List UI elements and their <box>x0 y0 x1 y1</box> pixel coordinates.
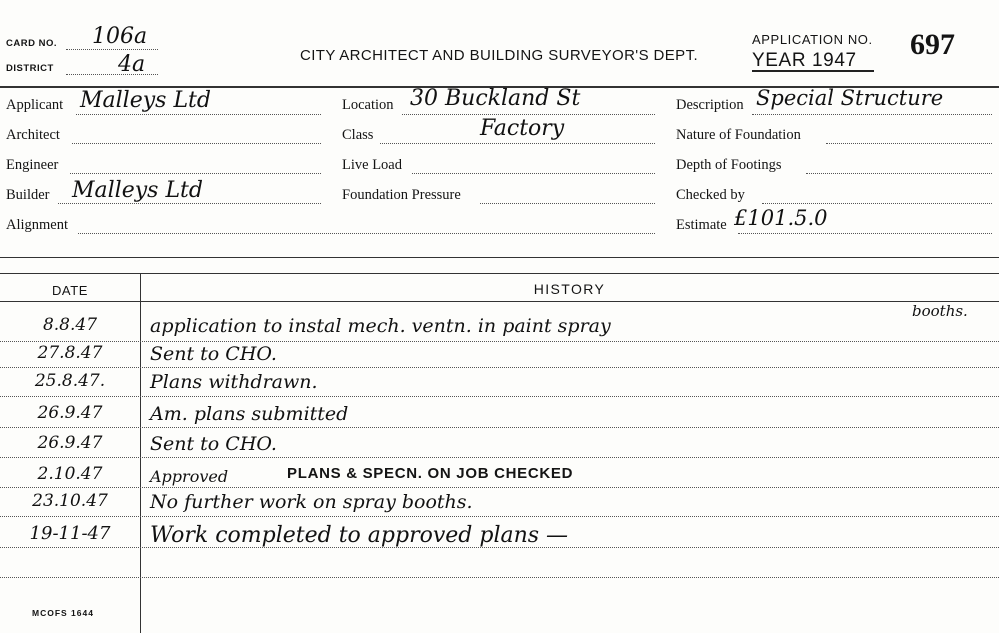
row-history: Sent to CHO. <box>150 343 277 365</box>
row-date: 2.10.47 <box>37 464 103 484</box>
architect-label: Architect <box>6 127 60 143</box>
class-value: Factory <box>480 116 565 141</box>
row-history: application to instal mech. ventn. in paint spray <box>150 315 611 337</box>
row-history: Plans withdrawn. <box>150 371 318 393</box>
checked-by-label: Checked by <box>676 187 745 203</box>
foundation-pressure-line <box>480 203 655 204</box>
table-row <box>0 343 999 369</box>
class-line <box>380 143 655 144</box>
table-row <box>0 491 999 519</box>
estimate-value: £101.5.0 <box>734 206 828 230</box>
table-row <box>0 403 999 431</box>
form-code: MCOFS 1644 <box>32 608 94 618</box>
class-label: Class <box>342 127 374 143</box>
row-date: 26.9.47 <box>37 433 103 453</box>
history-column-header: HISTORY <box>533 281 606 297</box>
row-rule <box>0 577 999 578</box>
row-date: 8.8.47 <box>42 315 98 335</box>
row-date: 25.8.47. <box>34 371 106 391</box>
row-history: Sent to CHO. <box>150 433 277 455</box>
location-label: Location <box>342 97 394 113</box>
approval-stamp: PLANS & SPECN. ON JOB CHECKED <box>287 465 574 482</box>
history-note: booths. <box>912 302 968 320</box>
engineer-line <box>70 173 321 174</box>
builder-value: Malleys Ltd <box>72 178 203 203</box>
row-date: 26.9.47 <box>37 403 103 423</box>
estimate-line <box>738 233 992 234</box>
architect-line <box>72 143 321 144</box>
application-no-value: 697 <box>910 28 955 61</box>
live-load-label: Live Load <box>342 157 402 173</box>
row-history: Work completed to approved plans — <box>150 523 569 548</box>
row-history: No further work on spray booths. <box>150 491 473 513</box>
depth-of-footings-label: Depth of Footings <box>676 157 782 173</box>
estimate-label: Estimate <box>676 217 727 233</box>
row-history: Am. plans submitted <box>150 403 349 425</box>
row-date: 23.10.47 <box>32 491 108 511</box>
department-title: CITY ARCHITECT AND BUILDING SURVEYOR'S DEPT. <box>300 47 699 64</box>
table-top-rule-2 <box>0 273 999 274</box>
nature-of-foundation-line <box>826 143 992 144</box>
applicant-line <box>76 114 321 115</box>
year-underline <box>752 70 874 72</box>
card-no-underline <box>66 49 158 50</box>
location-line <box>402 114 655 115</box>
district-label: DISTRICT <box>6 63 54 74</box>
table-row <box>0 523 999 553</box>
district-value: 4a <box>118 52 146 77</box>
foundation-pressure-label: Foundation Pressure <box>342 187 461 203</box>
year-label: YEAR 1947 <box>752 50 857 71</box>
row-history: Approved <box>150 467 229 486</box>
live-load-line <box>412 173 655 174</box>
checked-by-line <box>762 203 992 204</box>
table-row <box>0 464 999 492</box>
table-row <box>0 433 999 461</box>
nature-of-foundation-label: Nature of Foundation <box>676 127 801 143</box>
table-row <box>0 371 999 399</box>
depth-of-footings-line <box>806 173 992 174</box>
description-line <box>752 114 992 115</box>
header-bottom-rule <box>0 301 999 302</box>
location-value: 30 Buckland St <box>410 86 581 111</box>
builder-label: Builder <box>6 187 50 203</box>
alignment-line <box>78 233 655 234</box>
table-top-rule-1 <box>0 257 999 258</box>
table-row <box>0 315 999 345</box>
row-date: 27.8.47 <box>37 343 103 363</box>
description-label: Description <box>676 97 744 113</box>
card-no-label: CARD NO. <box>6 38 57 49</box>
alignment-label: Alignment <box>6 217 69 233</box>
engineer-label: Engineer <box>6 157 59 173</box>
applicant-value: Malleys Ltd <box>80 88 211 113</box>
applicant-label: Applicant <box>6 97 64 113</box>
row-date: 19-11-47 <box>29 523 111 544</box>
application-no-label: APPLICATION NO. <box>752 32 873 47</box>
card-no-value: 106a <box>92 24 148 49</box>
date-column-header: DATE <box>51 283 89 298</box>
description-value: Special Structure <box>756 86 944 110</box>
builder-line <box>58 203 321 204</box>
